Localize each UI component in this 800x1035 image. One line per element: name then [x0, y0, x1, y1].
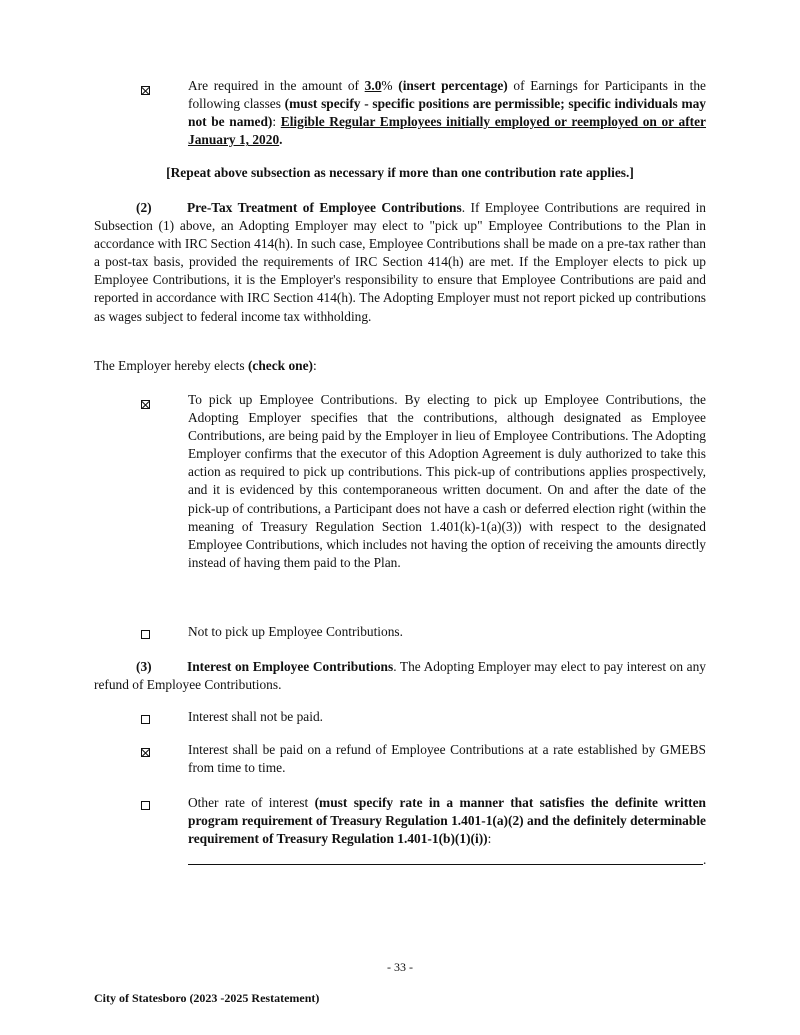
repeat-note: [Repeat above subsection as necessary if more than one contribution rate applies.] — [166, 165, 634, 180]
checkbox-gmebs-rate[interactable] — [141, 748, 150, 757]
section-3-heading: Interest on Employee Contributions — [187, 659, 394, 674]
other-rate-period: . — [703, 852, 707, 867]
employer-elects: The Employer hereby elects (check one): — [94, 358, 317, 373]
option-no-interest: Interest shall not be paid. — [188, 709, 323, 724]
checkbox-pick-up[interactable] — [141, 400, 150, 409]
section-2-heading: Pre-Tax Treatment of Employee Contributions — [187, 200, 462, 215]
section-3-interest: (3) Interest on Employee Contributions. The Adopting Employer may elect to pay interest on any refund of Employee Contributions. — [94, 659, 706, 693]
checkbox-other-rate[interactable] — [141, 801, 150, 810]
section-2-pre-tax: (2) Pre-Tax Treatment of Employee Contributions. If Employee Contributions are required in Subsection (1) above, an Adopting Employer may elect to "pick up" Employee Contributions to the Plan in accordance with IRC Section 414(h). In such case, Employee Contributions shall be made on a pre-tax rather than a post-tax basis, provided the requirements of IRC Section 414(h) are met. If the Employer elects to pick up Employee Contributions, it is the Employer's responsibility to ensure that Employee Contributions are paid and reported in accordance with IRC Section 414(h). The Adopting Employer must not report picked up contributions as wages subject to federal income tax withholding. — [94, 200, 706, 324]
footer-title: City of Statesboro (2023 -2025 Restatement) — [94, 991, 320, 1005]
other-rate-blank-field[interactable] — [188, 864, 703, 865]
eligible-class: Eligible Regular Employees initially employed or reemployed on or after January 1, 2020 — [188, 114, 707, 148]
option-gmebs-rate: Interest shall be paid on a refund of Employee Contributions at a rate established by GMEBS from time to time. — [188, 742, 706, 776]
option-not-pick-up: Not to pick up Employee Contributions. — [188, 624, 403, 639]
checkbox-not-pick-up[interactable] — [141, 630, 150, 639]
page-number: - 33 - — [387, 960, 413, 974]
option-other-rate: Other rate of interest (must specify rate in a manner that satisfies the definite written program requirement of Treasury Regulation 1.401-1(a)(2) and the definitely determinable requirement of Treasury Regulation 1.401-1(b)(1)(i)): — [188, 795, 707, 847]
checkbox-contribution-amount[interactable] — [141, 86, 150, 95]
option-pick-up: To pick up Employee Contributions. By electing to pick up Employee Contributions, the Adopting Employer specifies that the contributions, although designated as Employee Contributions, are being paid by the Employer in lieu of Employee Contributions. The Adopting Employer confirms that the executor of this Adoption Agreement is duly authorized to take this action as required to pick up contributions. This pick-up of contributions applies prospectively, and it is evidenced by this contemporaneous written document. On and after the date of the pick-up of contributions, a Participant does not have a cash or deferred election right (within the meaning of Treasury Regulation Section 1.401(k)-1(a)(3)) with respect to the designated Employee Contributions, which includes not having the option of receiving the amounts directly instead of having them paid to the Plan. — [188, 392, 706, 570]
contribution-percentage: 3.0 — [364, 78, 382, 93]
option-contribution-amount: Are required in the amount of 3.0% (insert percentage) of Earnings for Participants in the following classes (must specify - specific positions are permissible; specific individuals may not be named): Eligible Regular Employees initially employed or reemployed on or after January 1, 2020. — [188, 78, 707, 148]
checkbox-no-interest[interactable] — [141, 715, 150, 724]
